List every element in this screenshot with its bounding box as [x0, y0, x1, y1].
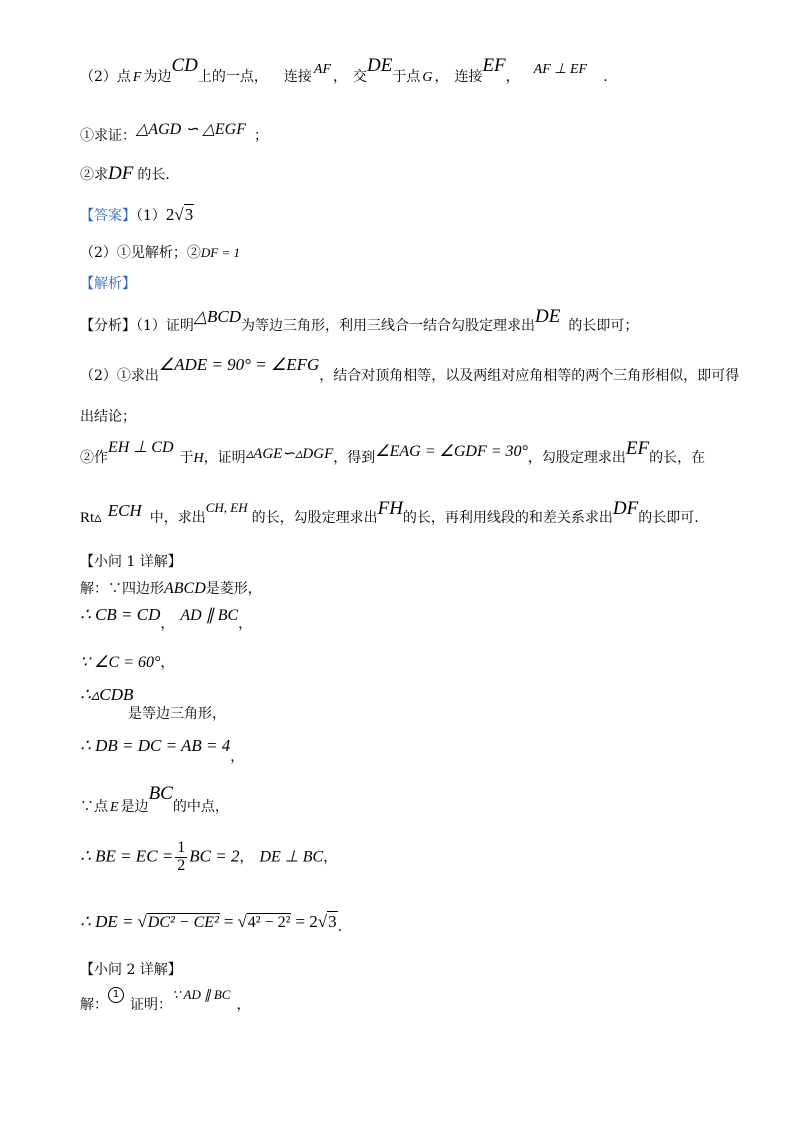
xw1-line-3: ∵ ∠C = 60°， — [80, 654, 175, 671]
segment-cd: CD — [171, 55, 198, 76]
fenxi-line-1: 【分析】（1）证明△BCD为等边三角形，利用三线合一结合勾股定理求出DE 的长即可； — [80, 306, 639, 334]
xw1-line-5: ∴ DB = DC = AB = 4， — [80, 736, 245, 765]
sqrt-3: √3 — [174, 205, 194, 224]
xw1-line-1: 解：∵四边形ABCD是菱形， — [80, 580, 262, 597]
point-g: G — [422, 70, 433, 85]
fenxi-line-5: Rt▵ ECH 中，求出CH, EH的长，勾股定理求出FH的长，再利用线段的和差关系求出DF的长即可. — [80, 498, 699, 526]
segment-de: DE — [367, 55, 393, 76]
point-f: F — [132, 70, 142, 85]
circled-one: 1 — [108, 987, 124, 1003]
xw1-line-2: ∴ CB = CD， AD ∥ BC， — [80, 605, 253, 632]
answer-tag: 【答案】 — [80, 208, 136, 224]
segment-ef: EF — [482, 55, 506, 76]
fenxi-line-3: 出结论； — [80, 409, 136, 425]
fenxi-line-2: （2）①求出∠ADE = 90° = ∠EFG，结合对顶角相等，以及两组对应角相等的两个三角形相似，即可得 — [80, 355, 740, 384]
q2-part1: ①求证：△AGD ∽ △EGF ； — [80, 121, 268, 144]
xw1-line-8: ∴ DE = √DC² − CE² = √4² − 2² = 2√3. — [80, 912, 343, 935]
xw1-tag: 【小问 1 详解】 — [80, 554, 182, 570]
xw1-line-4: ∴▵CDB 是等边三角形， — [80, 685, 226, 722]
segment-af: AF — [313, 62, 331, 77]
xw2-tag: 【小问 2 详解】 — [80, 962, 182, 978]
segment-df: DF — [108, 163, 134, 184]
sqrt-dc2-ce2: √DC² − CE² — [137, 912, 219, 931]
sqrt-3-b: √3 — [317, 912, 337, 931]
perpendicular-condition: AF ⊥ EF — [533, 62, 588, 77]
q2-statement: （2）点 F 为边CD上的一点， 连接 AF ， 交DE于点 G ， 连接EF， AF ⊥ EF . — [80, 55, 608, 85]
q2-part2: ②求DF 的长. — [80, 163, 170, 184]
sqrt-4-2: √4² − 2² — [237, 912, 291, 931]
answer-line-2: （2）①见解析；②DF = 1 — [80, 245, 241, 261]
xw1-line-7: ∴ BE = EC = $\frac{1}{2}$ BC = 2， DE ⊥ BC， — [80, 839, 338, 874]
fenxi-line-4: ②作EH ⊥ CD于H，证明▵AGE∽▵DGF，得到∠EAG = ∠GDF = 30°，勾股定理求出EF的长，在 — [80, 438, 706, 466]
xw1-line-6: ∵点 E 是边BC的中点， — [80, 783, 229, 815]
fenxi-tag: 【分析】 — [80, 318, 136, 334]
fraction-half: $\frac{1}{2}$ — [177, 839, 186, 874]
analysis-tag: 【解析】 — [80, 276, 136, 292]
answer-line-1: 【答案】（1）2√3 — [80, 205, 194, 224]
xw2-line-1: 解：1证明：∵ AD ∥ BC， — [80, 987, 251, 1013]
similarity-claim: △AGD ∽ △EGF — [136, 121, 246, 138]
